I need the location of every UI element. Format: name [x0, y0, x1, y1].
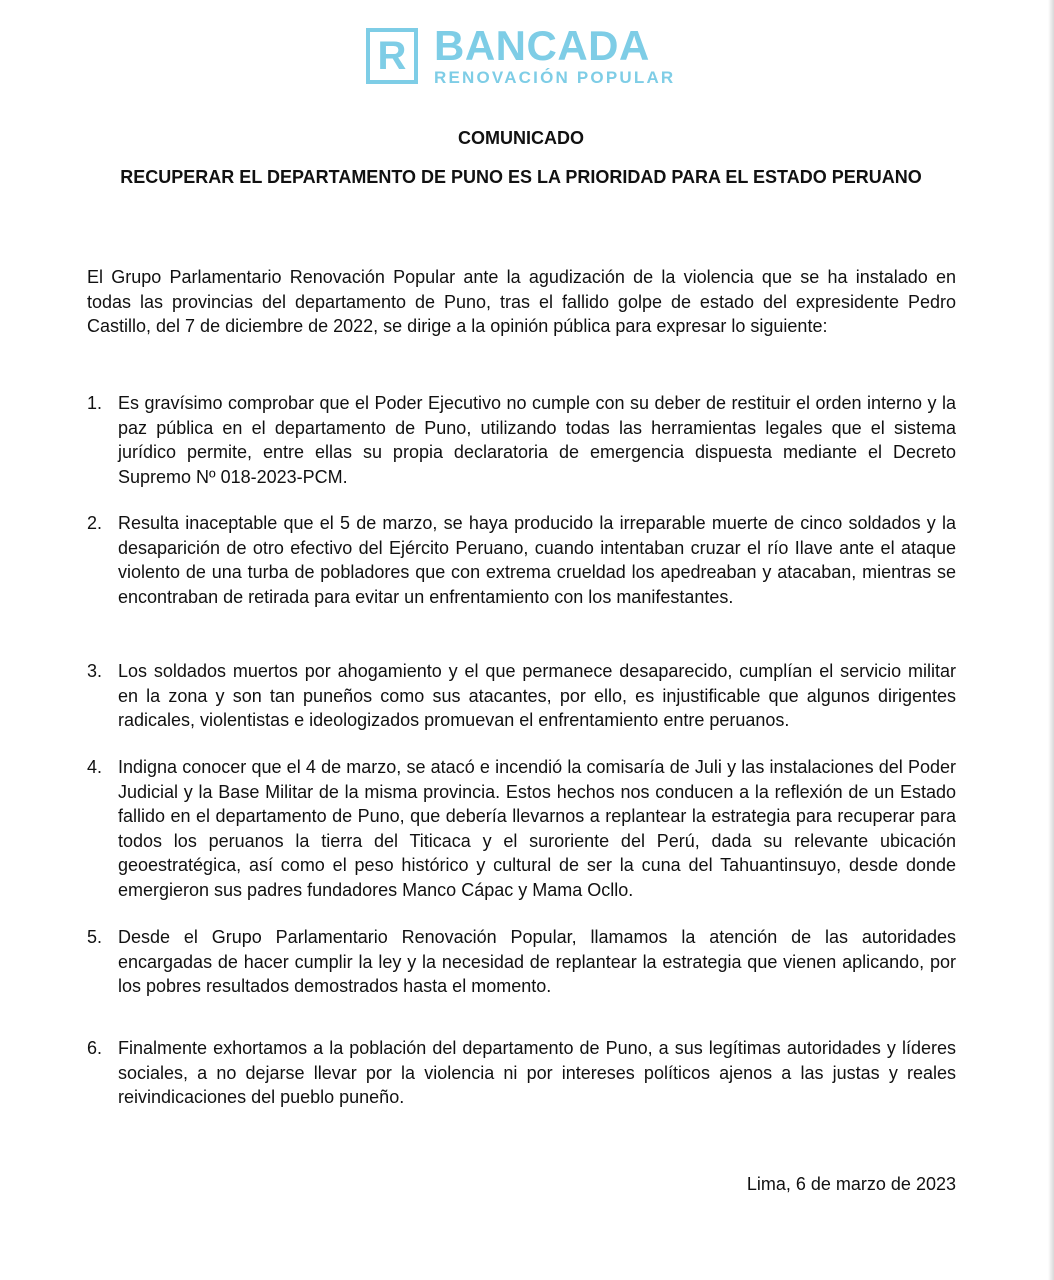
document-title: RECUPERAR EL DEPARTAMENTO DE PUNO ES LA PRIORIDAD PARA EL ESTADO PERUANO — [120, 167, 922, 187]
logo-letter: R — [377, 34, 407, 78]
list-item — [87, 659, 956, 733]
list-item-text: Indigna conocer que el 4 de marzo, se atacó e incendió la comisaría de Juli y las instalaciones del Poder Judicial y la Base Militar de la misma provincia. Estos hechos nos conducen a la reflexión de un Estado fallido en el departamento de Puno, que debería llevarnos a replantear la estrategia para recuperar para todos los peruanos la tierra del Titicaca y el suroriente del Perú, dada su relevante ubicación geoestratégica, así como el peso histórico y cultural de ser la cuna del Tahuantinsuyo, desde donde emergieron sus padres fundadores Manco Cápac y Mama Ocllo. — [118, 757, 956, 900]
intro-paragraph: El Grupo Parlamentario Renovación Popular ante la agudización de la violencia que se ha instalado en todas las provincias del departamento de Puno, tras el fallido golpe de estado del expresidente Pedro Castillo, del 7 de diciembre de 2022, se dirige a la opinión pública para expresar lo siguiente: — [87, 267, 956, 336]
list-item-number: 4. — [87, 757, 103, 777]
list-item — [87, 511, 956, 609]
list-item-text: Finalmente exhortamos a la población del departamento de Puno, a sus legítimas autoridades y líderes sociales, a no dejarse llevar por la violencia ni por intereses políticos ajenos a las justas y reales reivindicaciones del pueblo puneño. — [118, 1038, 956, 1107]
bancada-logo — [366, 22, 676, 90]
list-item-number: 1. — [87, 393, 103, 413]
list-item-text: Desde el Grupo Parlamentario Renovación Popular, llamamos la atención de las autoridades encargadas de hacer cumplir la ley y la necesidad de replantear la estrategia que vienen aplicando, por los pobres resultados demostrados hasta el momento. — [118, 927, 956, 996]
list-item-text: Es gravísimo comprobar que el Poder Ejecutivo no cumple con su deber de restituir el orden interno y la paz pública en el departamento de Puno, utilizando todas las herramientas legales que el sistema jurídico permite, entre ellas su propia declaratoria de emergencia dispuesta mediante el Decreto Supremo Nº 018-2023-PCM. — [118, 393, 956, 487]
list-item — [87, 755, 956, 902]
logo-mark — [366, 28, 418, 84]
logo-subtitle: RENOVACIÓN POPULAR — [434, 68, 676, 87]
place-date: Lima, 6 de marzo de 2023 — [746, 1174, 956, 1194]
list-item-text: Resulta inaceptable que el 5 de marzo, se haya producido la irreparable muerte de cinco soldados y la desaparición de otro efectivo del Ejército Peruano, cuando intentaban cruzar el río Ilave ante el ataque violento de una turba de pobladores que con extrema crueldad los apedreaban y atacaban, mientras se encontraban de retirada para evitar un enfrentamiento con los manifestantes. — [118, 513, 956, 607]
list-item-number: 6. — [87, 1038, 103, 1058]
page-edge-shadow — [1048, 0, 1054, 1280]
list-item-number: 5. — [87, 927, 103, 947]
list-item — [87, 391, 956, 489]
list-item-number: 3. — [87, 661, 103, 681]
list-item — [87, 1036, 956, 1110]
list-item-text: Los soldados muertos por ahogamiento y el que permanece desaparecido, cumplían el servicio militar en la zona y son tan puneños como sus atacantes, por ello, es injustificable que algunos dirigentes radicales, violentistas e ideologizados promuevan el enfrentamiento entre peruanos. — [118, 661, 956, 730]
logo-wordmark — [434, 22, 676, 88]
logo-name: BANCADA — [434, 22, 650, 69]
list-item — [87, 925, 956, 999]
list-item-number: 2. — [87, 513, 103, 533]
document-type-heading: COMUNICADO — [458, 128, 584, 148]
